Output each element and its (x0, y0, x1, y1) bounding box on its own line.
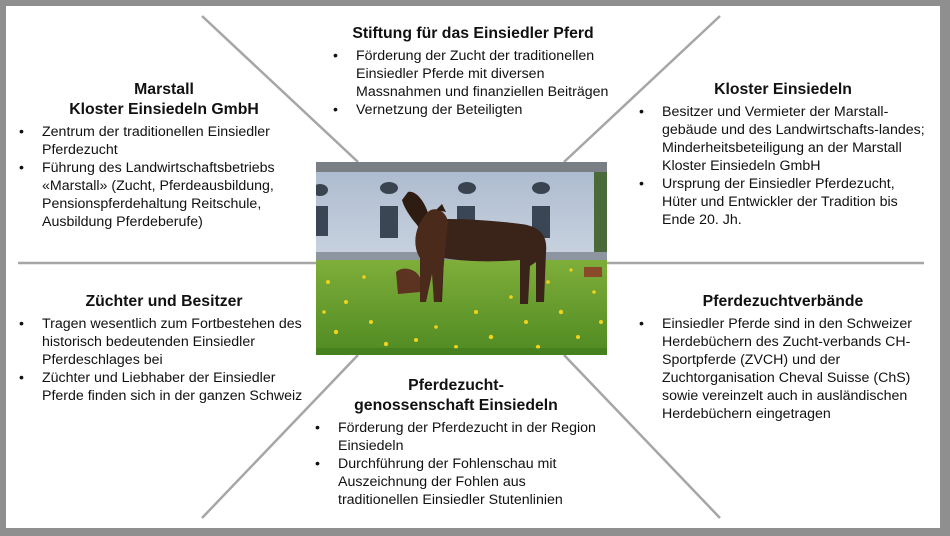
horse-photo (316, 162, 607, 355)
block-verbaende (634, 292, 932, 423)
list-item: • Einsiedler Pferde sind in den Schweizer Herdebüchern des Zucht-verbands CH-Sportpferde (ZVCH) und der Zuchtorganisation Cheval Suisse (ChS) sowie vereinzelt auch in ausländischen Herdebüchern eingetragen (634, 315, 932, 423)
block-marstall-title (14, 80, 314, 120)
list-item: • Ursprung der Einsiedler Pferdezucht, Hüter und Entwickler der Tradition bis Ende 20. Jh. (634, 175, 932, 229)
block-genossenschaft-title-line1: Pferdezucht- (408, 377, 504, 394)
block-genossenschaft-title (310, 376, 602, 416)
block-zuechter-title: Züchter und Besitzer (85, 293, 243, 310)
block-kloster-title: Kloster Einsiedeln (714, 81, 852, 98)
list-item: • Tragen wesentlich zum Fortbestehen des historisch bedeutenden Einsiedler Pferdeschlages bei (14, 315, 314, 369)
block-marstall-list (14, 123, 314, 231)
block-zuechter-list (14, 315, 314, 405)
list-item: • Zentrum der traditionellen Einsiedler Pferdezucht (14, 123, 314, 159)
block-verbaende-list (634, 315, 932, 423)
block-genossenschaft-title-line2: genossenschaft Einsiedeln (354, 397, 558, 414)
block-marstall (14, 80, 314, 231)
block-genossenschaft-list (310, 419, 602, 509)
block-kloster-list (634, 103, 932, 229)
block-marstall-title-line1: Marstall (134, 81, 194, 98)
horse-photo-illustration (316, 162, 607, 355)
block-zuechter (14, 292, 314, 405)
list-item: • Förderung der Pferdezucht in der Region Einsiedeln (310, 419, 602, 455)
block-kloster (634, 80, 932, 229)
block-verbaende-title: Pferdezuchtverbände (702, 293, 864, 310)
list-item: • Züchter und Liebhaber der Einsiedler Pferde finden sich in der ganzen Schweiz (14, 369, 314, 405)
block-genossenschaft (310, 376, 602, 509)
list-item: • Führung des Landwirtschaftsbetriebs «Marstall» (Zucht, Pferdeausbildung, Pensionspferdehaltung Reitschule, Ausbildung Pferdeberufe) (14, 159, 314, 231)
block-stiftung (328, 24, 618, 119)
list-item: • Förderung der Zucht der traditionellen Einsiedler Pferde mit diversen Massnahmen und finanziellen Beiträgen (328, 47, 618, 101)
list-item: • Durchführung der Fohlenschau mit Auszeichnung der Fohlen aus traditionellen Einsiedler Stutenlinien (310, 455, 602, 509)
block-stiftung-title: Stiftung für das Einsiedler Pferd (352, 25, 594, 42)
list-item: • Vernetzung der Beteiligten (328, 101, 618, 119)
diagram-frame (6, 6, 940, 528)
block-marstall-title-line2: Kloster Einsiedeln GmbH (69, 101, 259, 118)
list-item: • Besitzer und Vermieter der Marstall-gebäude und des Landwirtschafts-landes; Minderheitsbeteiligung an der Marstall Kloster Einsiedeln GmbH (634, 103, 932, 175)
block-stiftung-list (328, 47, 618, 119)
